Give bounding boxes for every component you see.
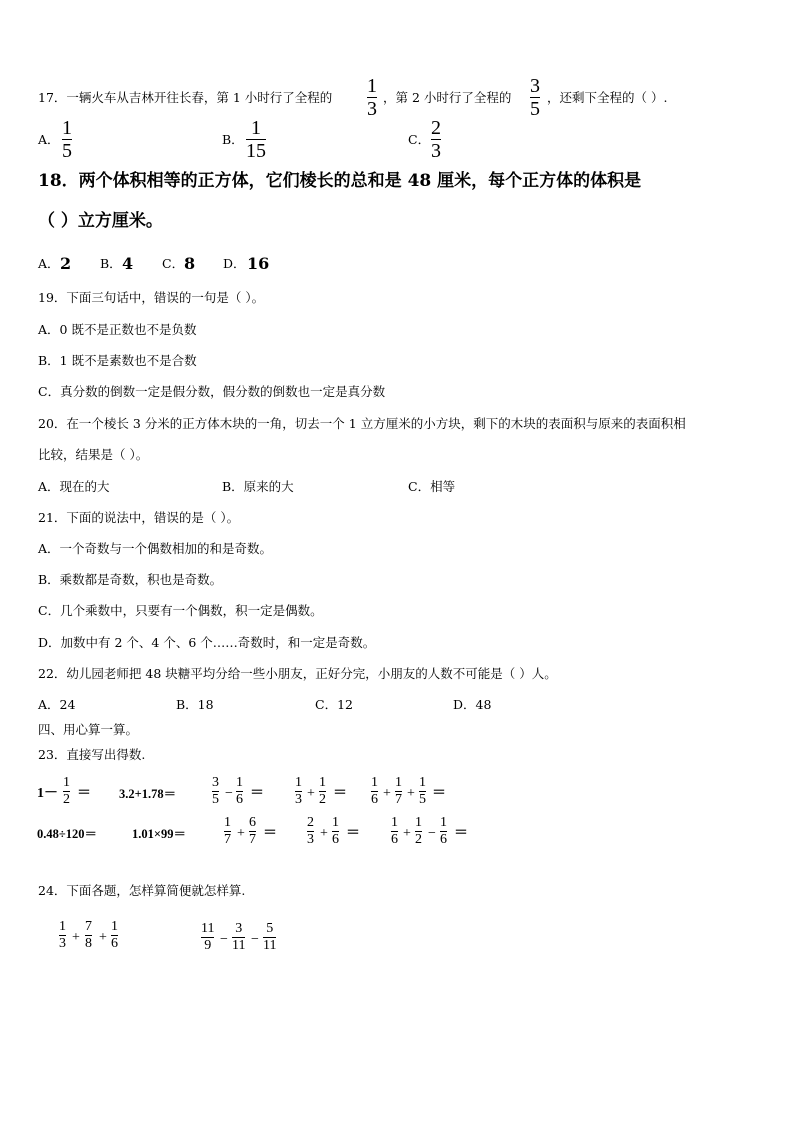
numerator: 1 — [415, 815, 422, 830]
q23-r2-e5-a — [391, 816, 398, 847]
q23-r1-e5-b — [395, 776, 402, 807]
q23-r1-e5-c — [419, 776, 426, 807]
q23-r1-e1-pre: 1－ — [37, 786, 58, 801]
denominator: 2 — [63, 792, 70, 807]
q23-r2-e5-op2: − — [428, 826, 436, 841]
numerator: 1 — [63, 775, 70, 790]
denominator: 3 — [307, 832, 314, 847]
q22-stem: 22．幼儿园老师把 48 块糖平均分给一些小朋友，正好分完，小朋友的人数不可能是（ ）人。 — [38, 666, 557, 681]
denominator: 2 — [319, 792, 326, 807]
numerator: 1 — [62, 117, 72, 139]
denominator: 7 — [224, 832, 231, 847]
q18-option-b-label[interactable]: B． — [100, 256, 122, 271]
q20-option-a[interactable]: A．现在的大 — [38, 479, 110, 494]
q24-e1-c — [111, 920, 118, 951]
q24-e1-b — [85, 920, 92, 951]
denominator: 11 — [263, 938, 277, 953]
q18-option-c-label[interactable]: C． — [162, 256, 185, 271]
q21-option-d[interactable]: D．加数中有 2 个、4 个、6 个……奇数时，和一定是奇数。 — [38, 635, 376, 650]
q23-r1-e4-eq: ＝ — [333, 786, 347, 801]
q24-e2-c — [263, 922, 276, 953]
numerator: 1 — [419, 775, 426, 790]
q23-r2-e2: 1.01×99＝ — [132, 827, 186, 841]
q23-r1-e3-a — [212, 776, 219, 807]
q23-r1-e1-eq: ＝ — [77, 786, 91, 801]
q23-r2-e4-a — [307, 816, 314, 847]
denominator: 6 — [332, 832, 339, 847]
q17-stem-part1: 17．一辆火车从吉林开往长春，第 1 小时行了全程的 — [38, 90, 333, 105]
denominator: 5 — [530, 98, 540, 120]
q24-e2-b — [232, 922, 245, 953]
q17-stem-part2: ，第 2 小时行了全程的 — [383, 90, 512, 105]
q20-stem-line1: 20．在一个棱长 3 分米的正方体木块的一角，切去一个 1 立方厘米的小方块，剩下的木块的表面积与原来的表面积相 — [38, 416, 686, 431]
q18-option-a-label[interactable]: A． — [38, 256, 60, 271]
q23-r2-e5-b — [415, 816, 422, 847]
denominator: 5 — [62, 140, 72, 162]
q17-fraction-2 — [530, 76, 540, 119]
q24-e1-op1: + — [72, 930, 80, 945]
q24-e1-a — [59, 920, 66, 951]
q23-r2-e3-eq: ＝ — [263, 826, 277, 841]
q17-option-b-fraction[interactable] — [246, 118, 266, 161]
denominator: 3 — [59, 936, 66, 951]
numerator: 1 — [371, 775, 378, 790]
numerator: 1 — [295, 775, 302, 790]
numerator: 3 — [530, 75, 540, 97]
q24-e2-a — [201, 922, 214, 953]
q23-r2-e1: 0.48÷120＝ — [37, 827, 97, 841]
q24-stem: 24．下面各题，怎样算简便就怎样算. — [38, 883, 246, 898]
numerator: 5 — [266, 921, 274, 936]
q24-e2-op2: − — [251, 932, 259, 947]
q23-r1-e5-op2: + — [407, 786, 415, 801]
denominator: 5 — [419, 792, 426, 807]
q23-r1-e5-eq: ＝ — [432, 786, 446, 801]
numerator: 6 — [249, 815, 256, 830]
numerator: 1 — [236, 775, 243, 790]
q23-r1-e3-eq: ＝ — [250, 786, 264, 801]
denominator: 3 — [367, 98, 377, 120]
q21-option-c[interactable]: C．几个乘数中，只要有一个偶数，积一定是偶数。 — [38, 603, 323, 618]
q19-option-b[interactable]: B．1 既不是素数也不是合数 — [38, 353, 197, 368]
numerator: 3 — [212, 775, 219, 790]
q23-r2-e4-eq: ＝ — [346, 826, 360, 841]
q17-option-c-fraction[interactable] — [431, 118, 441, 161]
section-heading: 四、用心算一算。 — [38, 722, 139, 737]
numerator: 7 — [85, 919, 92, 934]
q17-option-c-label[interactable]: C． — [408, 132, 431, 147]
q21-option-a[interactable]: A．一个奇数与一个偶数相加的和是奇数。 — [38, 541, 273, 556]
numerator: 2 — [307, 815, 314, 830]
q23-r2-e5-op1: + — [403, 826, 411, 841]
q17-fraction-1 — [367, 76, 377, 119]
q23-r2-e3-b — [249, 816, 256, 847]
q23-r2-e3-a — [224, 816, 231, 847]
q19-stem: 19．下面三句话中，错误的一句是（ ）。 — [38, 290, 265, 305]
q21-option-b[interactable]: B．乘数都是奇数，积也是奇数。 — [38, 572, 223, 587]
numerator: 1 — [367, 75, 377, 97]
denominator: 3 — [295, 792, 302, 807]
q18-stem-line2: （ ）立方厘米。 — [38, 211, 163, 231]
denominator: 2 — [415, 832, 422, 847]
q17-option-a-label[interactable]: A． — [38, 132, 60, 147]
q23-r1-e5-a — [371, 776, 378, 807]
q23-r1-e4-a — [295, 776, 302, 807]
q22-option-b[interactable]: B．18 — [176, 697, 214, 712]
q20-option-b[interactable]: B．原来的大 — [222, 479, 294, 494]
q18-option-d-label[interactable]: D． — [223, 256, 246, 271]
q20-option-c[interactable]: C．相等 — [408, 479, 456, 494]
numerator: 2 — [431, 117, 441, 139]
q18-option-a-value[interactable]: 2 — [60, 254, 72, 273]
q23-r1-e2: 3.2+1.78＝ — [119, 787, 177, 801]
q22-option-a[interactable]: A．24 — [38, 697, 76, 712]
numerator: 1 — [224, 815, 231, 830]
denominator: 3 — [431, 140, 441, 162]
q20-stem-line2: 比较，结果是（ ）。 — [38, 447, 149, 462]
numerator: 1 — [111, 919, 118, 934]
denominator: 6 — [440, 832, 447, 847]
q19-option-a[interactable]: A．0 既不是正数也不是负数 — [38, 322, 197, 337]
q23-r2-e3-op: + — [237, 826, 245, 841]
q23-r2-e4-op: + — [320, 826, 328, 841]
q23-r2-e5-eq: ＝ — [454, 826, 468, 841]
denominator: 9 — [204, 938, 212, 953]
denominator: 5 — [212, 792, 219, 807]
denominator: 8 — [85, 936, 92, 951]
denominator: 7 — [395, 792, 402, 807]
q23-r2-e5-c — [440, 816, 447, 847]
numerator: 1 — [332, 815, 339, 830]
q23-r1-e3-b — [236, 776, 243, 807]
q17-stem-part3: ，还剩下全程的（ ）. — [547, 90, 668, 105]
q17-option-a-fraction[interactable] — [62, 118, 72, 161]
q22-option-c[interactable]: C．12 — [315, 697, 353, 712]
numerator: 1 — [440, 815, 447, 830]
q23-r2-e4-b — [332, 816, 339, 847]
numerator: 1 — [251, 117, 261, 139]
q17-option-b-label[interactable]: B． — [222, 132, 244, 147]
denominator: 6 — [391, 832, 398, 847]
denominator: 7 — [249, 832, 256, 847]
numerator: 3 — [235, 921, 243, 936]
denominator: 15 — [246, 140, 266, 162]
q23-stem: 23．直接写出得数. — [38, 747, 146, 762]
denominator: 6 — [111, 936, 118, 951]
q23-r1-e4-b — [319, 776, 326, 807]
q23-r1-e4-op: + — [307, 786, 315, 801]
numerator: 1 — [319, 775, 326, 790]
q22-option-d[interactable]: D．48 — [453, 697, 492, 712]
q23-r1-e3-op: − — [225, 786, 233, 801]
numerator: 1 — [59, 919, 66, 934]
q18-option-d-value[interactable]: 16 — [247, 254, 270, 273]
q24-e2-op1: − — [220, 932, 228, 947]
q21-stem: 21．下面的说法中，错误的是（ ）。 — [38, 510, 240, 525]
q19-option-c[interactable]: C．真分数的倒数一定是假分数，假分数的倒数也一定是真分数 — [38, 384, 386, 399]
numerator: 1 — [395, 775, 402, 790]
denominator: 6 — [236, 792, 243, 807]
q18-stem-line1: 18．两个体积相等的正方体，它们棱长的总和是 48 厘米，每个正方体的体积是 — [38, 171, 642, 191]
q24-e1-op2: + — [99, 930, 107, 945]
q23-r1-e5-op1: + — [383, 786, 391, 801]
q18-option-b-value[interactable]: 4 — [122, 254, 134, 273]
q23-r1-e1-fraction — [63, 776, 70, 807]
numerator: 1 — [391, 815, 398, 830]
numerator: 11 — [201, 921, 215, 936]
q18-option-c-value[interactable]: 8 — [184, 254, 196, 273]
denominator: 6 — [371, 792, 378, 807]
denominator: 11 — [232, 938, 246, 953]
